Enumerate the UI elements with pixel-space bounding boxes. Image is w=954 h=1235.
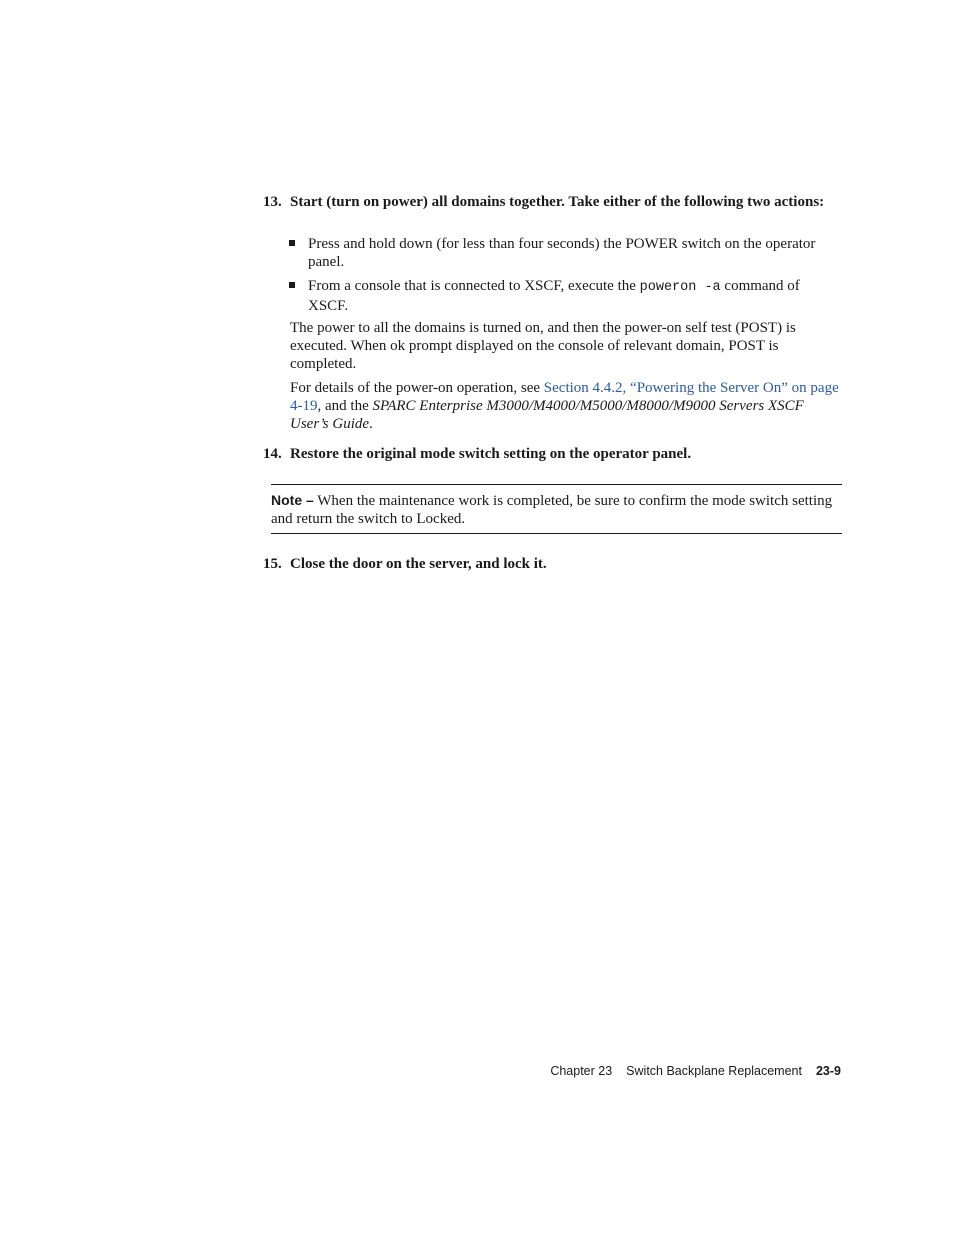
bullet-text: Press and hold down (for less than four seconds) the POWER switch on the operator panel.	[308, 236, 816, 270]
note-label: Note –	[271, 492, 314, 508]
step-number: 14.	[263, 446, 282, 462]
footer-chapter: Chapter 23	[550, 1064, 613, 1078]
step-number: 15.	[263, 556, 282, 572]
bullet-text	[308, 277, 841, 315]
details-suffix: .	[369, 416, 373, 432]
step-number: 13.	[263, 194, 282, 210]
note-text: When the maintenance work is completed, be sure to confirm the mode switch setting and return the switch to Locked.	[271, 493, 833, 527]
page-footer	[550, 1063, 841, 1079]
page-number: 23-9	[815, 1064, 841, 1078]
bullet-item	[289, 277, 841, 315]
bullet-item	[289, 235, 841, 271]
footer-title: Switch Backplane Replacement	[626, 1064, 802, 1078]
step-14	[263, 445, 843, 463]
note-top-rule	[271, 484, 842, 485]
bullet-text-prefix: From a console that is connected to XSCF, execute the	[308, 278, 640, 294]
command-code: poweron -a	[639, 280, 721, 295]
guide-title: SPARC Enterprise M3000/M4000/M5000/M8000/M9000 Servers XSCF User’s Guide	[290, 398, 804, 432]
step-text: Restore the original mode switch setting on the operator panel.	[290, 446, 692, 462]
step-15	[263, 555, 843, 573]
details-mid: , and the	[317, 398, 373, 414]
paragraph-post: The power to all the domains is turned on, and then the power-on self test (POST) is executed. When ok prompt displayed on the console of relevant domain, POST is completed.	[290, 320, 796, 372]
section-link[interactable]: Section 4.4.2, “Powering the Server On” on page 4-19	[290, 380, 839, 414]
note-box	[271, 491, 842, 528]
bullet-square-icon	[289, 282, 295, 288]
bullet-square-icon	[289, 240, 295, 246]
step-13	[263, 193, 843, 211]
note-bottom-rule	[271, 533, 842, 534]
paragraph-details	[290, 379, 842, 433]
bullet-text-suffix: command of XSCF.	[308, 278, 800, 314]
step-text: Start (turn on power) all domains together. Take either of the following two actions:	[290, 194, 825, 210]
details-prefix: For details of the power-on operation, see	[290, 380, 544, 396]
step-text: Close the door on the server, and lock it.	[290, 556, 547, 572]
